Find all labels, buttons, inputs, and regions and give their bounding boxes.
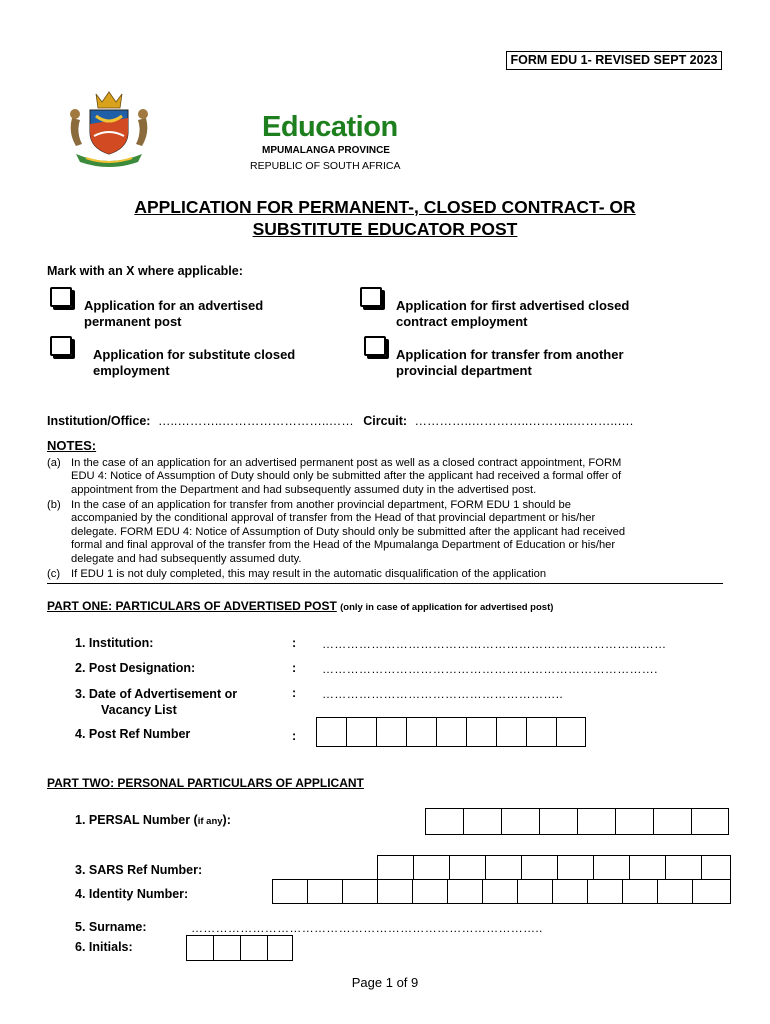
grid-cell[interactable] bbox=[578, 809, 616, 834]
grid-cell[interactable] bbox=[702, 856, 730, 879]
grid-cell[interactable] bbox=[448, 880, 483, 903]
circuit-label: Circuit: bbox=[363, 414, 408, 428]
page-number: Page 1 of 9 bbox=[351, 975, 419, 990]
grid-cell[interactable] bbox=[540, 809, 578, 834]
checkbox-advertised-permanent[interactable] bbox=[50, 287, 72, 307]
field-sars-label: 3. SARS Ref Number: bbox=[75, 863, 203, 877]
grid-cell[interactable] bbox=[464, 809, 502, 834]
checkbox-closed-contract[interactable] bbox=[360, 287, 382, 307]
option-substitute-label: Application for substitute closed employment bbox=[93, 347, 296, 378]
mark-instruction: Mark with an X where applicable: bbox=[47, 264, 243, 278]
grid-cell[interactable] bbox=[413, 880, 448, 903]
field-institution-label: 1. Institution: bbox=[75, 636, 154, 650]
title-line-2: SUBSTITUTE EDUCATOR POST bbox=[252, 219, 518, 239]
grid-cell[interactable] bbox=[214, 936, 241, 960]
grid-cell[interactable] bbox=[527, 718, 557, 746]
grid-cell[interactable] bbox=[486, 856, 522, 879]
grid-cell[interactable] bbox=[343, 880, 378, 903]
field-surname-label: 5. Surname: bbox=[75, 920, 147, 934]
option-closed-contract-label: Application for first advertised closed contract employment bbox=[396, 298, 630, 329]
grid-cell[interactable] bbox=[497, 718, 527, 746]
notes-heading: NOTES: bbox=[47, 438, 97, 453]
grid-cell[interactable] bbox=[450, 856, 486, 879]
grid-cell[interactable] bbox=[241, 936, 268, 960]
note-b-text: In the case of an application for transfer from another provincial department, FORM EDU 1 should be accompanied by the conditional approval of transfer from the Head of that provincial department or his/her delegate. FORM EDU 4: Notice of Assumption of Duty should only be submitted after the applicant had received formal and final approval of the transfer from the Head of the Mpumalanga Department of Education or his/her delegate and had subsequently assumed duty. bbox=[71, 499, 626, 565]
note-b-label: (b) bbox=[47, 499, 61, 511]
coat-of-arms-icon bbox=[66, 88, 152, 168]
grid-cell[interactable] bbox=[658, 880, 693, 903]
field-initials-label: 6. Initials: bbox=[75, 940, 133, 954]
field-persal-label: 1. PERSAL Number (if any): bbox=[75, 813, 231, 827]
field-post-ref-colon: : bbox=[292, 729, 297, 743]
part-one-heading: PART ONE: PARTICULARS OF ADVERTISED POST (only in case of application for advertised post) bbox=[47, 599, 554, 613]
field-post-designation-label: 2. Post Designation: bbox=[75, 661, 196, 675]
grid-cell[interactable] bbox=[426, 809, 464, 834]
field-advert-date-label: 3. Date of Advertisement or Vacancy List bbox=[75, 687, 238, 717]
institution-office-line bbox=[47, 414, 727, 428]
checkbox-transfer[interactable] bbox=[364, 336, 386, 356]
grid-cell[interactable] bbox=[616, 809, 654, 834]
field-post-designation-input[interactable]: ………………………………………………………………………. bbox=[322, 662, 658, 676]
grid-cell[interactable] bbox=[558, 856, 594, 879]
note-c-label: (c) bbox=[47, 568, 61, 580]
grid-cell[interactable] bbox=[377, 718, 407, 746]
grid-cell[interactable] bbox=[317, 718, 347, 746]
grid-cell[interactable] bbox=[588, 880, 623, 903]
field-post-ref-label: 4. Post Ref Number bbox=[75, 727, 191, 741]
note-a-label: (a) bbox=[47, 457, 61, 469]
department-name: Education bbox=[262, 111, 398, 143]
grid-cell[interactable] bbox=[407, 718, 437, 746]
grid-cell[interactable] bbox=[557, 718, 585, 746]
grid-cell[interactable] bbox=[467, 718, 497, 746]
field-institution-input[interactable]: ………………………………………………………………………… bbox=[322, 637, 667, 651]
divider bbox=[47, 583, 723, 584]
note-c-text: If EDU 1 is not duly completed, this may result in the automatic disqualification of the application bbox=[71, 568, 547, 580]
grid-cell[interactable] bbox=[630, 856, 666, 879]
republic-name: REPUBLIC OF SOUTH AFRICA bbox=[250, 160, 401, 172]
option-advertised-permanent-label: Application for an advertised permanent post bbox=[84, 298, 264, 329]
checkbox-substitute[interactable] bbox=[50, 336, 72, 356]
note-a-text: In the case of an application for an advertised permanent post as well as a closed contract appointment, FORM EDU 4: Notice of Assumption of Duty should only be submitted after the applicant had received a formal offer of appointment from the Department and had subsequently assumed duty in the advertised post. bbox=[71, 457, 622, 496]
field-advert-date-input[interactable]: ………………………………………………….. bbox=[322, 687, 563, 701]
post-ref-number-grid[interactable] bbox=[316, 717, 586, 747]
grid-cell[interactable] bbox=[347, 718, 377, 746]
grid-cell[interactable] bbox=[308, 880, 343, 903]
persal-number-grid[interactable] bbox=[425, 808, 729, 835]
grid-cell[interactable] bbox=[437, 718, 467, 746]
grid-cell[interactable] bbox=[623, 880, 658, 903]
grid-cell[interactable] bbox=[522, 856, 558, 879]
part-one-note: (only in case of application for advertised post) bbox=[340, 602, 554, 613]
institution-office-field[interactable]: …..………..……………………..…… bbox=[157, 414, 354, 428]
field-institution-colon: : bbox=[292, 636, 297, 650]
grid-cell[interactable] bbox=[483, 880, 518, 903]
field-surname-input[interactable]: ………………………………………………………………………….. bbox=[191, 921, 543, 935]
grid-cell[interactable] bbox=[692, 809, 728, 834]
identity-number-grid[interactable] bbox=[272, 879, 731, 904]
grid-cell[interactable] bbox=[187, 936, 214, 960]
institution-office-label: Institution/Office: bbox=[47, 414, 151, 428]
grid-cell[interactable] bbox=[666, 856, 702, 879]
title-line-1: APPLICATION FOR PERMANENT-, CLOSED CONTRACT- OR bbox=[134, 197, 636, 217]
form-title bbox=[40, 196, 730, 240]
grid-cell[interactable] bbox=[378, 880, 413, 903]
grid-cell[interactable] bbox=[553, 880, 588, 903]
grid-cell[interactable] bbox=[378, 856, 414, 879]
grid-cell[interactable] bbox=[693, 880, 730, 903]
field-advert-date-colon: : bbox=[292, 686, 297, 700]
option-transfer-label: Application for transfer from another provincial department bbox=[396, 347, 624, 378]
form-code: FORM EDU 1- REVISED SEPT 2023 bbox=[506, 51, 722, 70]
grid-cell[interactable] bbox=[502, 809, 540, 834]
field-post-designation-colon: : bbox=[292, 661, 297, 675]
part-two-heading: PART TWO: PERSONAL PARTICULARS OF APPLICANT bbox=[47, 776, 364, 790]
circuit-field[interactable]: …………..…………..………..………..…. bbox=[414, 414, 634, 428]
initials-grid[interactable] bbox=[186, 935, 293, 961]
sars-ref-grid[interactable] bbox=[377, 855, 731, 880]
grid-cell[interactable] bbox=[273, 880, 308, 903]
province-name: MPUMALANGA PROVINCE bbox=[262, 145, 390, 156]
grid-cell[interactable] bbox=[268, 936, 292, 960]
field-identity-label: 4. Identity Number: bbox=[75, 887, 189, 901]
grid-cell[interactable] bbox=[414, 856, 450, 879]
grid-cell[interactable] bbox=[654, 809, 692, 834]
grid-cell[interactable] bbox=[518, 880, 553, 903]
grid-cell[interactable] bbox=[594, 856, 630, 879]
